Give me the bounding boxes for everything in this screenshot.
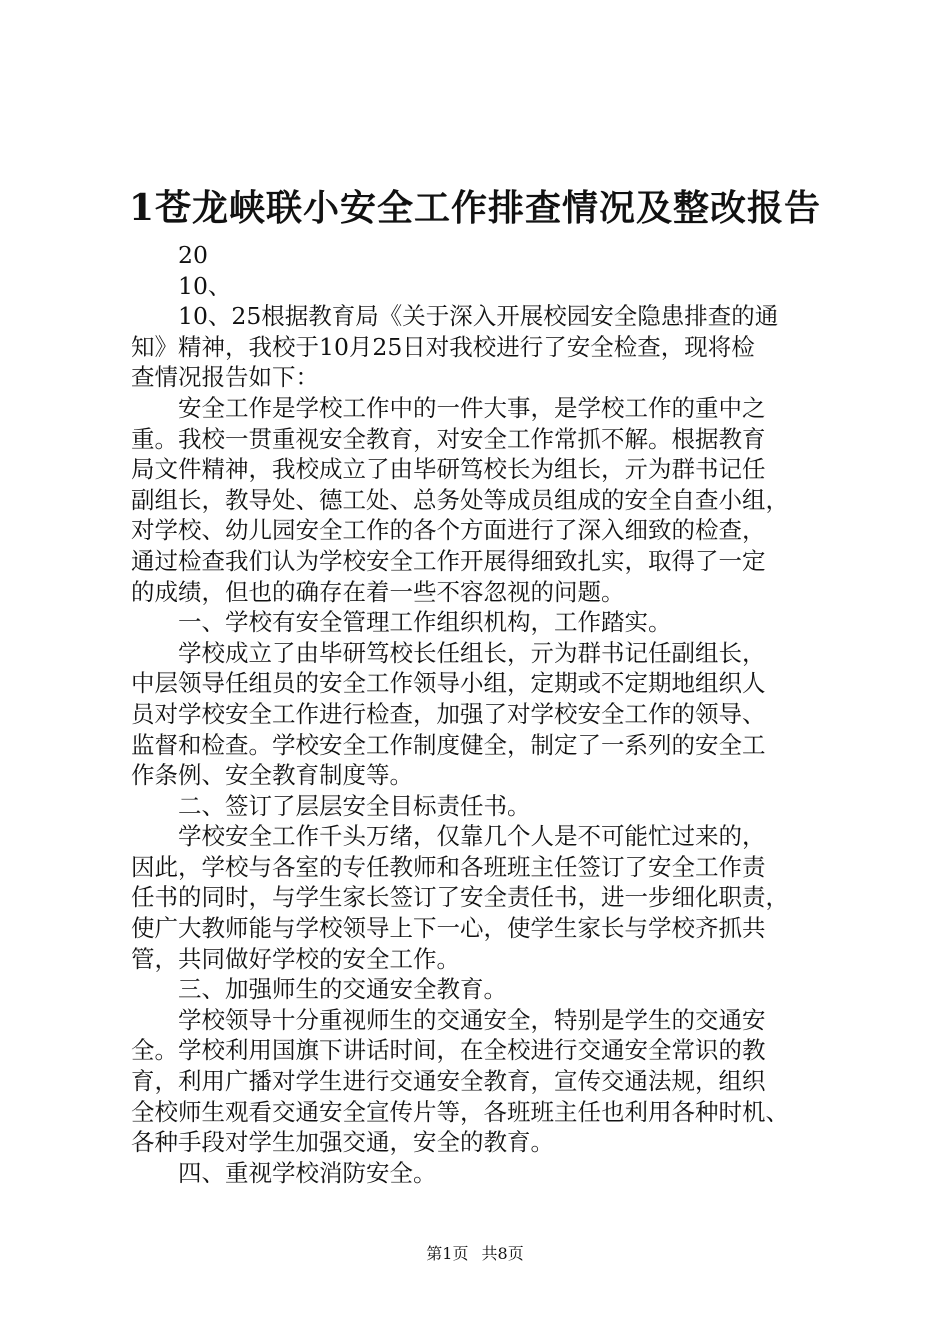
text-line: 全校师生观看交通安全宣传片等，各班班主任也利用各种时机、 bbox=[131, 1097, 789, 1126]
text-line: 20 bbox=[178, 241, 208, 269]
page-number: 第1页 bbox=[426, 1244, 469, 1263]
text-line: 的成绩，但也的确存在着一些不容忽视的问题。 bbox=[131, 577, 625, 606]
text-line: 副组长，教导处、德工处、总务处等成员组成的安全自查小组， bbox=[131, 485, 789, 514]
text-line: 学校成立了由毕研笃校长任组长，亓为群书记任副组长， bbox=[178, 638, 766, 667]
text-line: 使广大教师能与学校领导上下一心，使学生家长与学校齐抓共 bbox=[131, 914, 766, 943]
text-line: 10、25根据教育局《关于深入开展校园安全隐患排查的通 bbox=[178, 302, 779, 331]
text-line: 任书的同时，与学生家长签订了安全责任书，进一步细化职责， bbox=[131, 883, 789, 912]
page-title: 1苍龙峡联小安全工作排查情况及整改报告 bbox=[128, 187, 822, 229]
text-line: 学校领导十分重视师生的交通安全，特别是学生的交通安 bbox=[178, 1005, 766, 1034]
text-line: 因此，学校与各室的专任教师和各班班主任签订了安全工作责 bbox=[131, 852, 766, 881]
text-line: 10、 bbox=[178, 271, 232, 300]
text-line: 学校安全工作千头万绪，仅靠几个人是不可能忙过来的， bbox=[178, 822, 766, 851]
text-line: 监督和检查。学校安全工作制度健全，制定了一系列的安全工 bbox=[131, 730, 766, 759]
text-line: 知》精神，我校于10月25日对我校进行了安全检查，现将检 bbox=[131, 332, 755, 361]
text-line: 育，利用广播对学生进行交通安全教育，宣传交通法规，组织 bbox=[131, 1067, 766, 1096]
text-line: 安全工作是学校工作中的一件大事，是学校工作的重中之 bbox=[178, 393, 766, 422]
page-footer bbox=[0, 1244, 950, 1264]
text-line: 二、签订了层层安全目标责任书。 bbox=[178, 791, 531, 820]
text-line: 全。学校利用国旗下讲话时间，在全校进行交通安全常识的教 bbox=[131, 1036, 766, 1065]
text-line: 通过检查我们认为学校安全工作开展得细致扎实，取得了一定 bbox=[131, 546, 766, 575]
page-total: 共8页 bbox=[481, 1244, 524, 1263]
text-line: 三、加强师生的交通安全教育。 bbox=[178, 975, 507, 1004]
text-line: 管，共同做好学校的安全工作。 bbox=[131, 944, 460, 973]
text-line: 各种手段对学生加强交通，安全的教育。 bbox=[131, 1128, 554, 1157]
text-line: 一、学校有安全管理工作组织机构，工作踏实。 bbox=[178, 608, 672, 637]
text-line: 重。我校一贯重视安全教育，对安全工作常抓不解。根据教育 bbox=[131, 424, 766, 453]
text-line: 查情况报告如下： bbox=[131, 363, 319, 392]
text-line: 员对学校安全工作进行检查，加强了对学校安全工作的领导、 bbox=[131, 699, 766, 728]
text-line: 四、重视学校消防安全。 bbox=[178, 1158, 437, 1187]
text-line: 中层领导任组员的安全工作领导小组，定期或不定期地组织人 bbox=[131, 669, 766, 698]
text-line: 作条例、安全教育制度等。 bbox=[131, 761, 413, 790]
text-line: 对学校、幼儿园安全工作的各个方面进行了深入细致的检查， bbox=[131, 516, 766, 545]
text-line: 局文件精神，我校成立了由毕研笃校长为组长，亓为群书记任 bbox=[131, 455, 766, 484]
document-body bbox=[131, 240, 831, 1188]
